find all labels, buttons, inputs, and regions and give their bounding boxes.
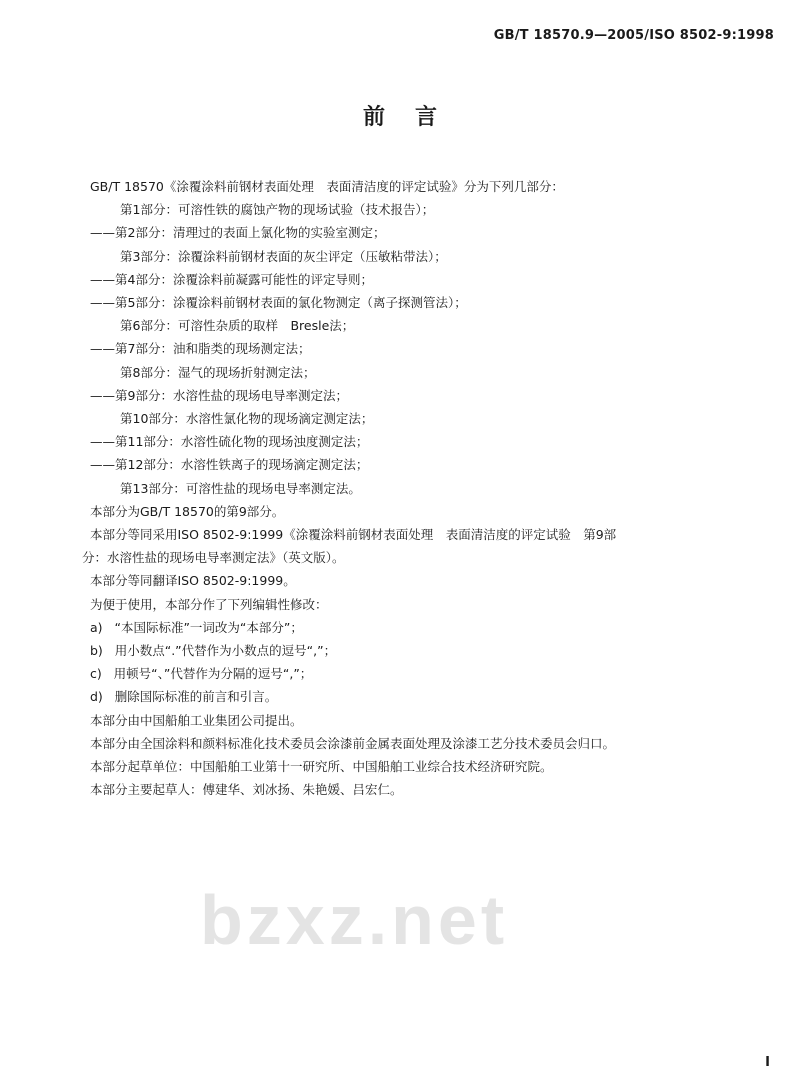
edit-text: 删除国际标准的前言和引言。 bbox=[114, 689, 278, 705]
dash-prefix: —— bbox=[90, 341, 115, 357]
dash-prefix: —— bbox=[90, 457, 115, 473]
paragraph: 本部分起草单位：中国船舶工业第十一研究所、中国船舶工业综合技术经济研究院。 bbox=[90, 759, 553, 775]
paragraph: 本部分为GB/T 18570的第9部分。 bbox=[90, 503, 285, 519]
paragraph: 本部分由中国船舶工业集团公司提出。 bbox=[90, 712, 303, 728]
parts-list bbox=[90, 198, 780, 500]
part-text: 第3部分：涂覆涂料前钢材表面的灰尘评定（压敏粘带法）； bbox=[120, 248, 447, 264]
foreword-body bbox=[82, 175, 780, 801]
part-item bbox=[90, 268, 780, 291]
paragraph-continuation: 分：水溶性盐的现场电导率测定法》（英文版）。 bbox=[82, 550, 345, 566]
page-number: I bbox=[765, 1055, 770, 1070]
part-item bbox=[90, 361, 780, 384]
part-item bbox=[90, 291, 780, 314]
paragraph: 本部分由全国涂料和颜料标准化技术委员会涂漆前金属表面处理及涂漆工艺分技术委员会归口。 bbox=[90, 735, 616, 751]
edit-text: “本国际标准”一词改为“本部分”； bbox=[114, 619, 303, 635]
part-item bbox=[90, 198, 780, 221]
part-text: 第6部分：可溶性杂质的取样 Bresle法； bbox=[120, 318, 355, 334]
edit-label: b) bbox=[90, 643, 103, 659]
intro-line: GB/T 18570《涂覆涂料前钢材表面处理 表面清洁度的评定试验》分为下列几部分： bbox=[90, 179, 564, 194]
paragraph: 本部分等同采用ISO 8502-9:1999《涂覆涂料前钢材表面处理 表面清洁度的评定试验 第9部 bbox=[90, 527, 617, 543]
page-title: 前言 bbox=[362, 105, 467, 130]
part-item bbox=[90, 221, 780, 244]
edit-label: c) bbox=[90, 666, 102, 682]
part-item bbox=[90, 453, 780, 476]
part-text: 第7部分：油和脂类的现场测定法； bbox=[115, 341, 311, 357]
part-text: 第11部分：水溶性硫化物的现场浊度测定法； bbox=[115, 434, 369, 450]
part-text: 第10部分：水溶性氯化物的现场滴定测定法； bbox=[120, 411, 374, 427]
edit-label: a) bbox=[90, 619, 103, 635]
part-text: 第9部分：水溶性盐的现场电导率测定法； bbox=[115, 387, 348, 403]
edit-label: d) bbox=[90, 689, 103, 705]
dash-prefix: —— bbox=[90, 295, 115, 311]
part-text: 第2部分：清理过的表面上氯化物的实验室测定； bbox=[115, 225, 386, 241]
part-text: 第12部分：水溶性铁离子的现场滴定测定法； bbox=[115, 457, 369, 473]
part-text: 第5部分：涂覆涂料前钢材表面的氯化物测定（离子探测管法）； bbox=[115, 295, 467, 311]
part-item bbox=[90, 430, 780, 453]
part-text: 第1部分：可溶性铁的腐蚀产物的现场试验（技术报告）； bbox=[120, 202, 435, 218]
part-item bbox=[90, 407, 780, 430]
watermark: bzxz.net bbox=[200, 881, 509, 959]
paragraph: 本部分主要起草人：傅建华、刘冰扬、朱艳媛、吕宏仁。 bbox=[90, 782, 403, 798]
dash-prefix: —— bbox=[90, 225, 115, 241]
paragraph: 本部分等同翻译ISO 8502-9:1999。 bbox=[90, 573, 296, 589]
dash-prefix: —— bbox=[90, 271, 115, 287]
part-item bbox=[90, 384, 780, 407]
part-text: 第4部分：涂覆涂料前凝露可能性的评定导则； bbox=[115, 271, 373, 287]
part-item bbox=[90, 314, 780, 337]
part-item bbox=[90, 245, 780, 268]
part-item bbox=[90, 337, 780, 360]
paragraph: 为便于使用，本部分作了下列编辑性修改： bbox=[90, 596, 328, 612]
edit-text: 用顿号“、”代替作为分隔的逗号“,”； bbox=[113, 666, 313, 682]
part-item bbox=[90, 477, 780, 500]
document-header: GB/T 18570.9—2005/ISO 8502-9:1998 bbox=[493, 28, 774, 43]
part-text: 第8部分：湿气的现场折射测定法； bbox=[120, 364, 316, 380]
dash-prefix: —— bbox=[90, 387, 115, 403]
dash-prefix: —— bbox=[90, 434, 115, 450]
part-text: 第13部分：可溶性盐的现场电导率测定法。 bbox=[120, 480, 361, 496]
edit-text: 用小数点“.”代替作为小数点的逗号“,”； bbox=[114, 643, 337, 659]
